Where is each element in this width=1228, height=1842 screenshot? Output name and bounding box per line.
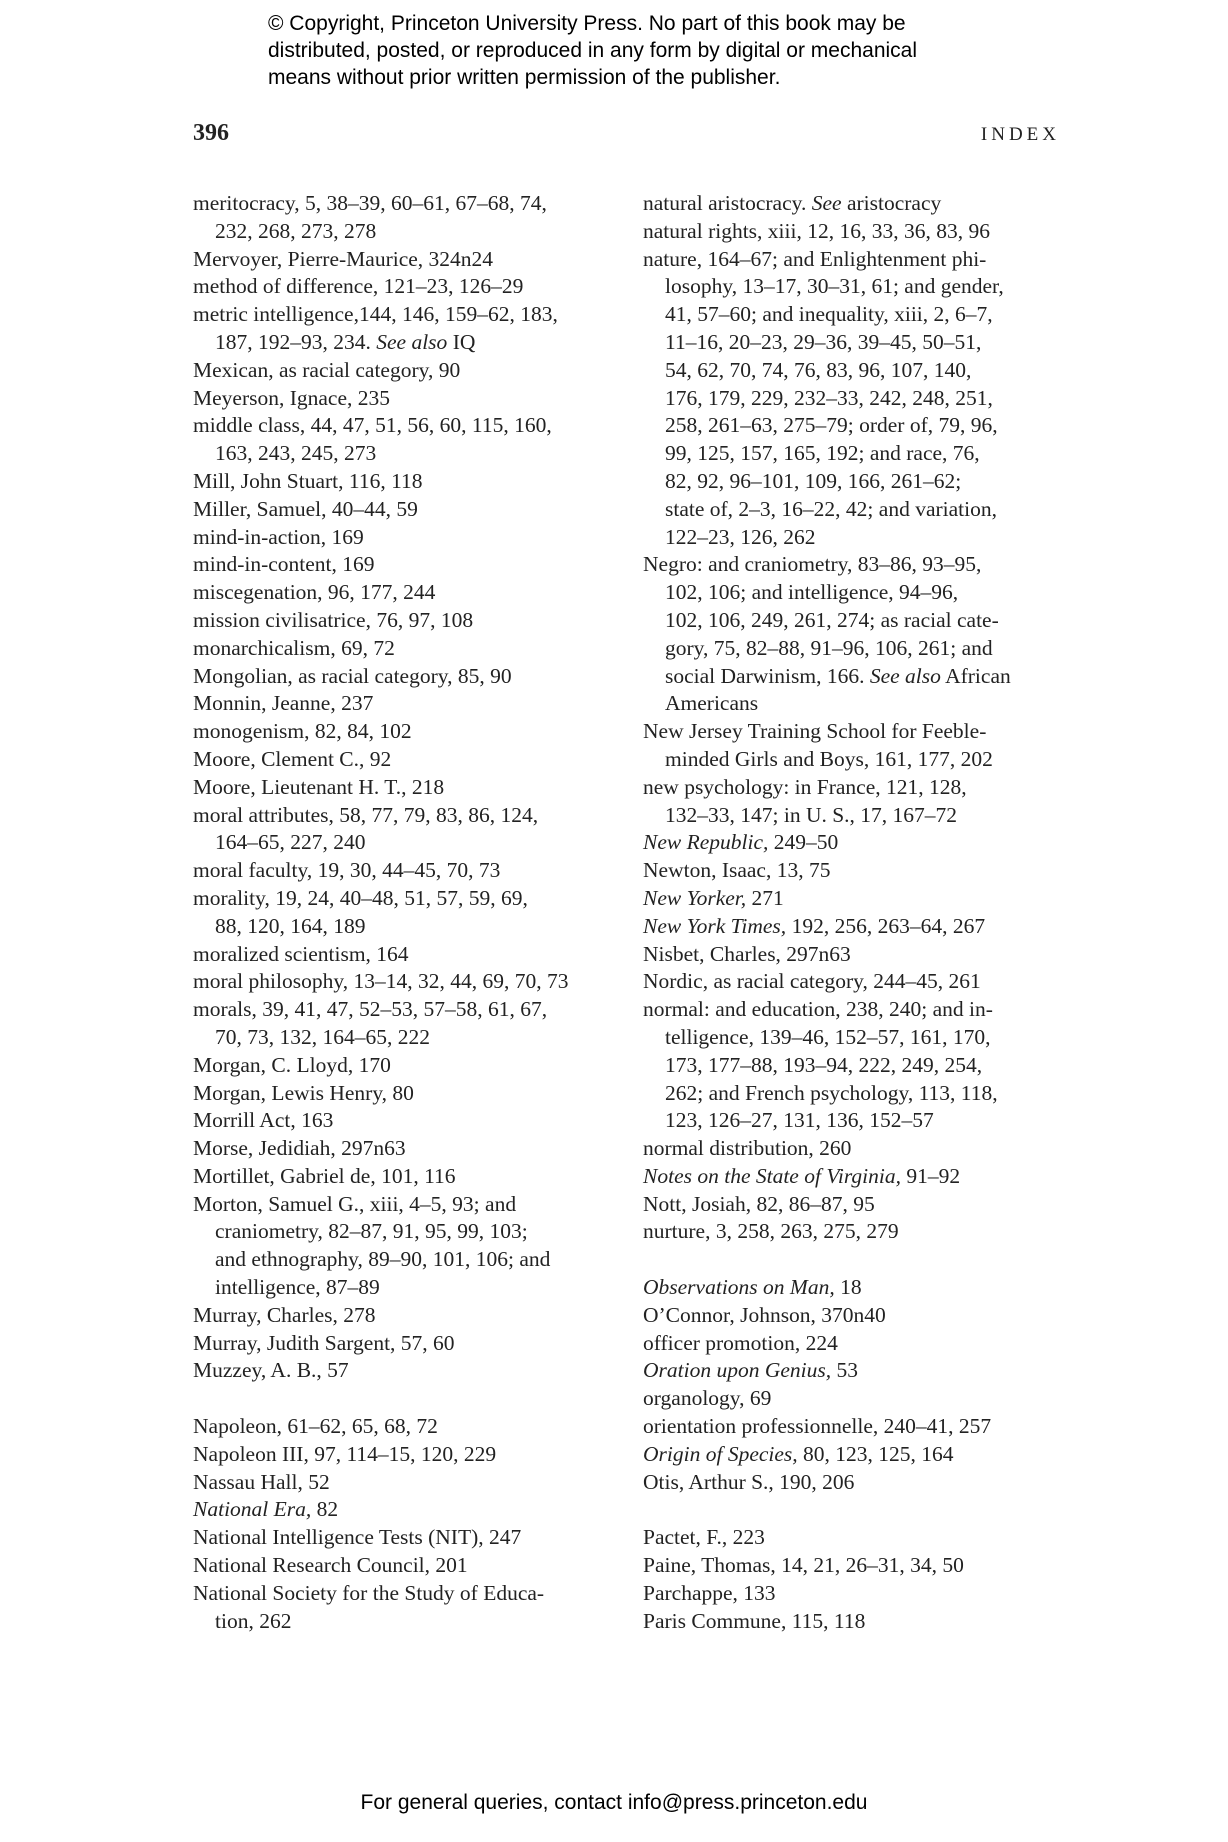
index-entry: Monnin, Jeanne, 237: [193, 691, 374, 716]
index-entry: morality, 19, 24, 40–48, 51, 57, 59, 69, 88, 120, 164, 189: [193, 885, 528, 938]
index-entry: Notes on the State of Virginia, 91–92: [643, 1163, 961, 1188]
index-entry: New Yorker, 271: [643, 885, 784, 910]
index-entry: Morton, Samuel G., xiii, 4–5, 93; and craniometry, 82–87, 91, 95, 99, 103; and ethnography, 89–90, 101, 106; and intelligence, 87–89: [193, 1191, 551, 1300]
index-entry: middle class, 44, 47, 51, 56, 60, 115, 160, 163, 243, 245, 273: [193, 413, 552, 466]
index-entry: Oration upon Genius, 53: [643, 1358, 858, 1383]
index-entry: Nassau Hall, 52: [193, 1469, 330, 1494]
copyright-line: distributed, posted, or reproduced in any form by digital or mechanical: [268, 39, 918, 62]
index-entry: morals, 39, 41, 47, 52–53, 57–58, 61, 67, 70, 73, 132, 164–65, 222: [193, 997, 548, 1049]
index-entry: New Republic, 249–50: [643, 830, 839, 855]
index-entry: Parchappe, 133: [643, 1580, 776, 1605]
index-entry: National Society for the Study of Educa- tion, 262: [193, 1580, 545, 1633]
index-entry: New York Times, 192, 256, 263–64, 267: [643, 913, 986, 938]
index-entry: Paine, Thomas, 14, 21, 26–31, 34, 50: [643, 1553, 964, 1578]
index-entry: New Jersey Training School for Feeble- minded Girls and Boys, 161, 177, 202: [643, 719, 993, 771]
index-entry: Mortillet, Gabriel de, 101, 116: [193, 1163, 456, 1188]
index-entry: Mexican, as racial category, 90: [193, 357, 461, 382]
index-entry: National Intelligence Tests (NIT), 247: [193, 1525, 522, 1550]
letter-group-gap: [193, 1385, 623, 1413]
index-entry: Muzzey, A. B., 57: [193, 1358, 349, 1383]
index-entry: normal distribution, 260: [643, 1136, 852, 1161]
index-entry: Morgan, C. Lloyd, 170: [193, 1052, 391, 1077]
letter-group-gap: [643, 1246, 1063, 1274]
index-entry: Origin of Species, 80, 123, 125, 164: [643, 1441, 954, 1466]
index-entry: Otis, Arthur S., 190, 206: [643, 1469, 855, 1494]
index-entry: National Era, 82: [193, 1497, 339, 1522]
index-entry: normal: and education, 238, 240; and in- telligence, 139–46, 152–57, 161, 170, 173, 177–88, 193–94, 222, 249, 254, 262; and French psychology, 113, 118, 123, 126–27, 131, 136, 152–57: [643, 997, 998, 1133]
index-entry: Mongolian, as racial category, 85, 90: [193, 663, 512, 688]
running-head: INDEX: [980, 124, 1060, 145]
copyright-line: means without prior written permission of the publisher.: [268, 66, 781, 89]
index-entry: new psychology: in France, 121, 128, 132–33, 147; in U. S., 17, 167–72: [643, 774, 967, 827]
index-entry: Nordic, as racial category, 244–45, 261: [643, 969, 981, 994]
index-entry: organology, 69: [643, 1386, 772, 1411]
copyright-notice: [268, 10, 1028, 91]
index-entry: Observations on Man, 18: [643, 1275, 862, 1300]
index-entry: moralized scientism, 164: [193, 941, 409, 966]
index-column-left: [193, 190, 623, 1635]
index-entry: Nott, Josiah, 82, 86–87, 95: [643, 1191, 875, 1216]
index-entry: Newton, Isaac, 13, 75: [643, 858, 831, 883]
index-entry: Pactet, F., 223: [643, 1525, 765, 1550]
index-entry: Nisbet, Charles, 297n63: [643, 941, 851, 966]
letter-group-gap: [643, 1496, 1063, 1524]
index-entry: natural aristocracy. See aristocracy: [643, 191, 942, 215]
index-entry: O’Connor, Johnson, 370n40: [643, 1302, 886, 1327]
index-column-right: [643, 190, 1063, 1635]
index-entry: moral faculty, 19, 30, 44–45, 70, 73: [193, 858, 501, 883]
page-number: 396: [193, 120, 229, 146]
index-entry: mind-in-content, 169: [193, 552, 375, 577]
index-entry: monarchicalism, 69, 72: [193, 635, 395, 660]
index-entry: Moore, Lieutenant H. T., 218: [193, 774, 445, 799]
index-entry: moral philosophy, 13–14, 32, 44, 69, 70, 73: [193, 969, 569, 994]
footer-contact: For general queries, contact info@press.princeton.edu: [360, 1791, 868, 1814]
index-entry: miscegenation, 96, 177, 244: [193, 580, 436, 605]
index-entry: natural rights, xiii, 12, 16, 33, 36, 83, 96: [643, 218, 990, 243]
index-entry: moral attributes, 58, 77, 79, 83, 86, 124, 164–65, 227, 240: [193, 802, 539, 855]
index-entry: Murray, Judith Sargent, 57, 60: [193, 1330, 455, 1355]
index-entry: method of difference, 121–23, 126–29: [193, 274, 524, 299]
index-entry: Morse, Jedidiah, 297n63: [193, 1136, 406, 1161]
index-entry: Napoleon III, 97, 114–15, 120, 229: [193, 1441, 497, 1466]
index-entry: Moore, Clement C., 92: [193, 746, 392, 771]
copyright-line: © Copyright, Princeton University Press. No part of this book may be: [268, 12, 906, 35]
index-entry: Napoleon, 61–62, 65, 68, 72: [193, 1414, 438, 1439]
index-entry: National Research Council, 201: [193, 1553, 468, 1578]
index-entry: monogenism, 82, 84, 102: [193, 719, 412, 744]
index-entry: Meyerson, Ignace, 235: [193, 385, 391, 410]
index-entry: Paris Commune, 115, 118: [643, 1608, 866, 1633]
index-entry: orientation professionnelle, 240–41, 257: [643, 1414, 992, 1439]
index-entry: nature, 164–67; and Enlightenment phi- losophy, 13–17, 30–31, 61; and gender, 41, 57–60; and inequality, xiii, 2, 6–7, 11–16, 20–23, 29–36, 39–45, 50–51, 54, 62, 70, 74, 76, 83, 96, 107, 140, 176, 179, 229, 232–33, 242, 248, 251, 258, 261–63, 275–79; order of, 79, 96, 99, 125, 157, 165, 192; and race, 76, 82, 92, 96–101, 109, 166, 261–62; state of, 2–3, 16–22, 42; and variation, 122–23, 126, 262: [643, 246, 1004, 549]
index-entry: Miller, Samuel, 40–44, 59: [193, 496, 418, 521]
index-entry: Negro: and craniometry, 83–86, 93–95, 102, 106; and intelligence, 94–96, 102, 106, 249, 261, 274; as racial cate- gory, 75, 82–88, 91–96, 106, 261; and social Darwinism, 166. See also African Americans: [643, 552, 1011, 716]
index-entry: meritocracy, 5, 38–39, 60–61, 67–68, 74, 232, 268, 273, 278: [193, 191, 547, 243]
index-entry: Mervoyer, Pierre-Maurice, 324n24: [193, 246, 494, 271]
index-entry: mind-in-action, 169: [193, 524, 364, 549]
index-entry: nurture, 3, 258, 263, 275, 279: [643, 1219, 899, 1244]
index-entry: metric intelligence,144, 146, 159–62, 183, 187, 192–93, 234. See also IQ: [193, 302, 558, 354]
index-entry: mission civilisatrice, 76, 97, 108: [193, 607, 474, 632]
index-entry: Murray, Charles, 278: [193, 1302, 376, 1327]
index-entry: officer promotion, 224: [643, 1330, 838, 1355]
index-entry: Morrill Act, 163: [193, 1108, 334, 1133]
index-entry: Morgan, Lewis Henry, 80: [193, 1080, 414, 1105]
index-entry: Mill, John Stuart, 116, 118: [193, 468, 423, 493]
